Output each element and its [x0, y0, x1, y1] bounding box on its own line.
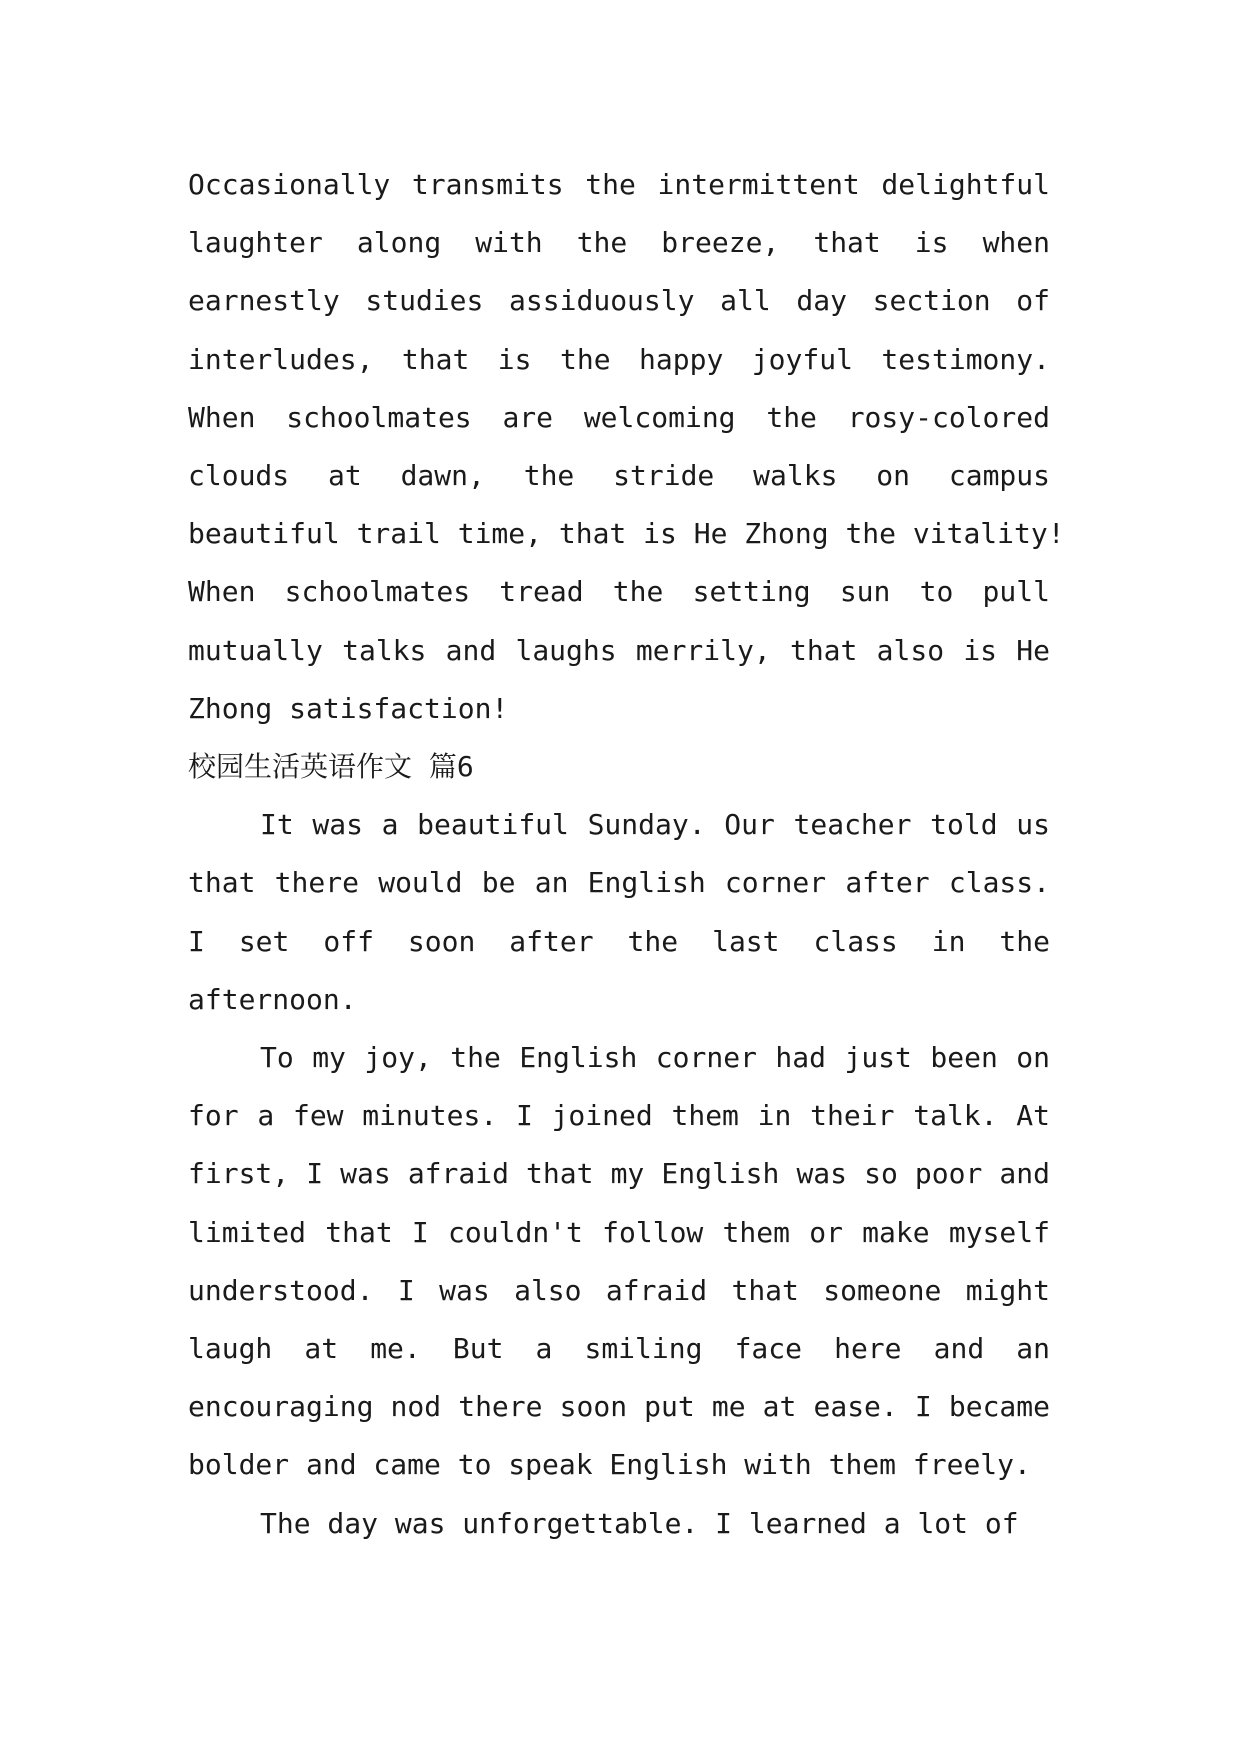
paragraph-3: The day was unforgettable. I learned a lot of [260, 1506, 1019, 1540]
continued-paragraph [188, 156, 1065, 738]
paragraph-2: To my joy, the English corner had just been on for a few minutes. I joined them in their talk. At first, I was afraid that my English was so poor and limited that I couldn't follow them or make myself understood. I was also afraid that someone might laugh at me. But a smiling face here and an encouraging nod there soon put me at ease. I became bolder and came to speak English with them freely. [188, 1041, 1050, 1482]
continued-text-part-3: When schoolmates tread the setting sun to pull mutually talks and laughs merrily, that also is He Zhong satisfaction! [188, 575, 1050, 725]
continued-text-part-1: Occasionally transmits the intermittent delightful laughter along with the breeze, that is when earnestly studies assiduously all day section of interludes, that is the happy joyful testimony. When schoolmates are welcoming the rosy-colored clouds at dawn, the stride walks on campus [188, 168, 1050, 493]
paragraph-1: It was a beautiful Sunday. Our teacher told us that there would be an English corner after class. I set off soon after the last class in the afternoon. [188, 808, 1050, 1016]
document-page [188, 156, 1065, 1553]
section-heading: 校园生活英语作文 篇6 [188, 750, 474, 784]
continued-text-part-2: beautiful trail time, that is He Zhong the vitality! [188, 517, 1065, 551]
